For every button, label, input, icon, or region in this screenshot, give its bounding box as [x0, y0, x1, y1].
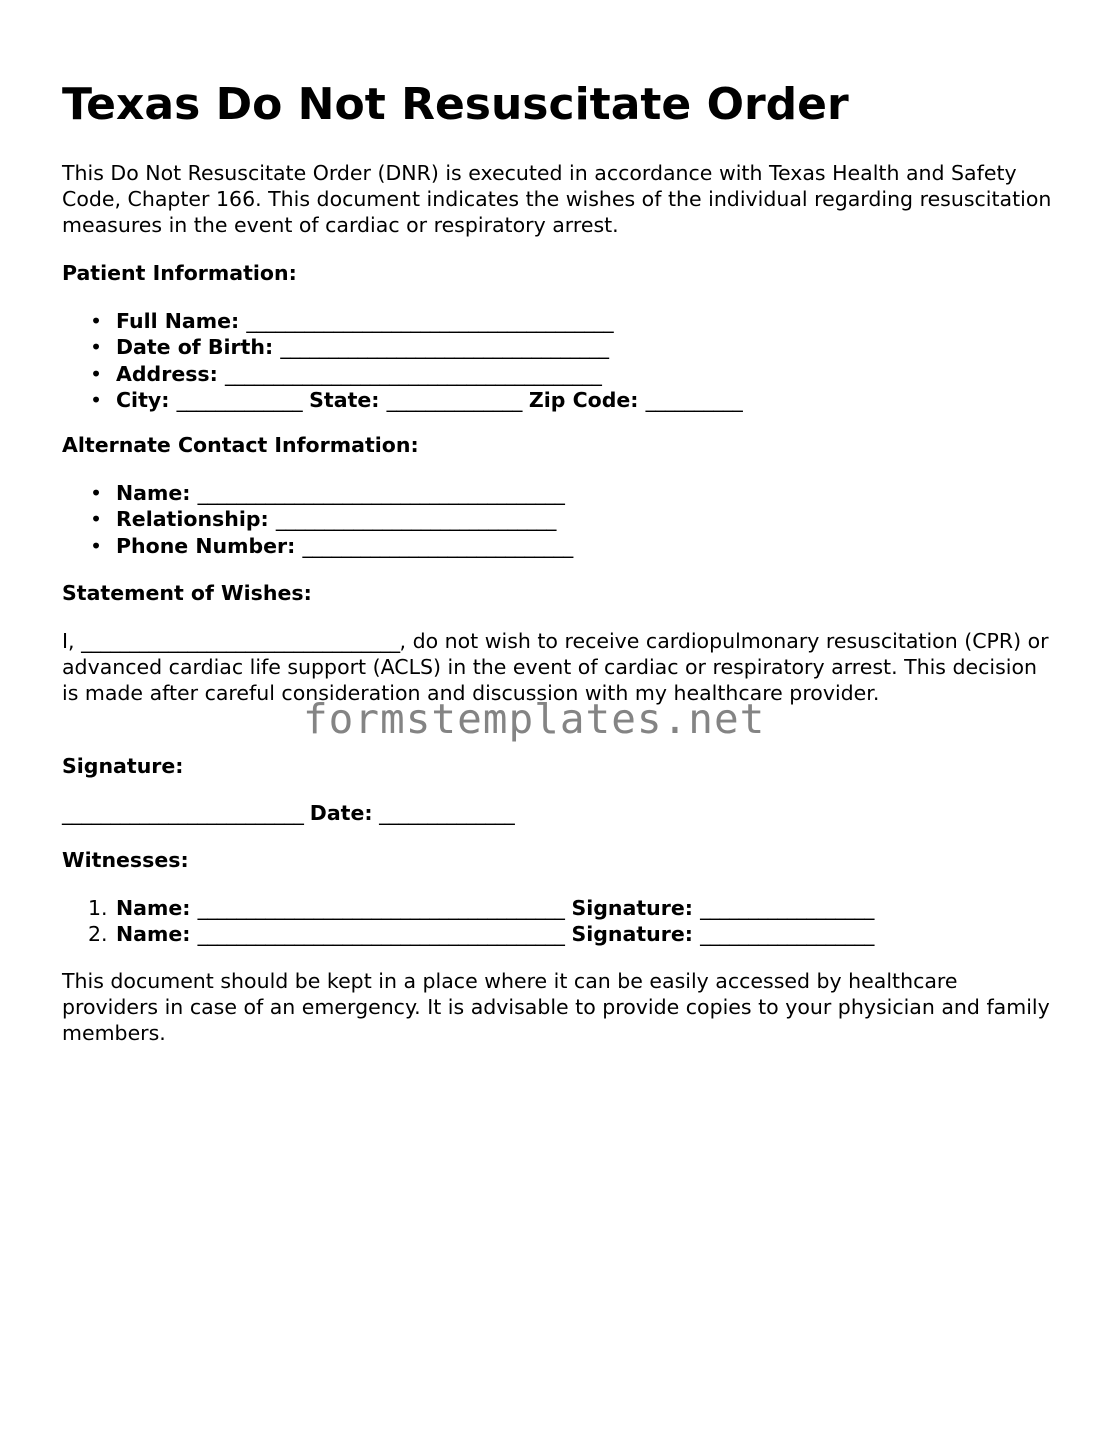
- witness-list: [62, 895, 874, 948]
- state-label: State:: [309, 387, 380, 412]
- witness-name-line[interactable]: ______________________________________: [197, 922, 565, 947]
- witness-row[interactable]: [62, 895, 874, 921]
- intro-paragraph: This Do Not Resuscitate Order (DNR) is executed in accordance with Texas Health and Safety Code, Chapter 166. This document indicates the wishes of the individual regarding resuscitation measures in the event of cardiac or respiratory arrest.: [62, 161, 1052, 237]
- witness-name-line[interactable]: ______________________________________: [197, 896, 565, 920]
- witness-signature-line[interactable]: __________________: [700, 922, 874, 947]
- city-state-zip-field[interactable]: [62, 387, 742, 413]
- witness-row[interactable]: [62, 921, 874, 947]
- witness-signature-line[interactable]: __________________: [700, 896, 874, 920]
- witness-name-label: Name:: [116, 922, 191, 947]
- witness-number: 2.: [88, 922, 108, 947]
- city-label: City:: [116, 387, 170, 412]
- full-name-line[interactable]: ______________________________________: [246, 309, 614, 333]
- page-title: Texas Do Not Resuscitate Order: [62, 79, 849, 130]
- phone-label: Phone Number:: [116, 533, 296, 558]
- witness-name-label: Name:: [116, 896, 191, 920]
- dob-label: Date of Birth:: [116, 335, 274, 360]
- alternate-heading: Alternate Contact Information:: [62, 433, 419, 457]
- watermark-text: formstemplates.net: [303, 695, 766, 743]
- wishes-prefix: I,: [62, 629, 75, 653]
- date-line[interactable]: ______________: [379, 801, 515, 825]
- alt-name-field[interactable]: [62, 480, 573, 506]
- witness-number: 1.: [88, 896, 108, 920]
- dob-field[interactable]: [62, 334, 742, 360]
- zip-line[interactable]: __________: [645, 387, 743, 412]
- signature-row: [62, 800, 514, 826]
- signature-line[interactable]: _________________________: [62, 801, 304, 825]
- alternate-fields: [62, 480, 573, 559]
- patient-fields: [62, 308, 742, 413]
- alt-name-label: Name:: [116, 481, 191, 505]
- wishes-heading: Statement of Wishes:: [62, 581, 312, 605]
- address-line[interactable]: _______________________________________: [224, 361, 602, 386]
- wishes-text: , do not wish to receive cardiopulmonary resuscitation (CPR) or advanced cardiac life support (ACLS) in the event of cardiac or respiratory arrest. This decision is made after careful consideration and discussion with my healthcare provider.: [62, 629, 1049, 705]
- phone-field[interactable]: [62, 533, 573, 559]
- dob-line[interactable]: __________________________________: [280, 335, 609, 360]
- state-line[interactable]: ______________: [386, 387, 522, 412]
- full-name-field[interactable]: [62, 308, 742, 334]
- full-name-label: Full Name:: [116, 309, 240, 333]
- address-label: Address:: [116, 361, 218, 386]
- phone-line[interactable]: ____________________________: [302, 533, 573, 558]
- relationship-field[interactable]: [62, 506, 573, 532]
- relationship-line[interactable]: _____________________________: [275, 507, 556, 532]
- witness-signature-label: Signature:: [571, 922, 693, 947]
- wishes-name-line[interactable]: _________________________________: [81, 629, 400, 653]
- zip-label: Zip Code:: [528, 387, 639, 412]
- city-line[interactable]: _____________: [176, 387, 303, 412]
- signature-heading: Signature:: [62, 754, 184, 778]
- witnesses-heading: Witnesses:: [62, 848, 189, 872]
- patient-heading: Patient Information:: [62, 261, 297, 285]
- closing-paragraph: This document should be kept in a place where it can be easily accessed by healthcare providers in case of an emergency. It is advisable to provide copies to your physician and family members.: [62, 969, 1050, 1045]
- address-field[interactable]: [62, 361, 742, 387]
- witness-signature-label: Signature:: [571, 896, 693, 920]
- date-label: Date:: [309, 801, 373, 825]
- alt-name-line[interactable]: ______________________________________: [197, 481, 565, 505]
- relationship-label: Relationship:: [116, 507, 269, 532]
